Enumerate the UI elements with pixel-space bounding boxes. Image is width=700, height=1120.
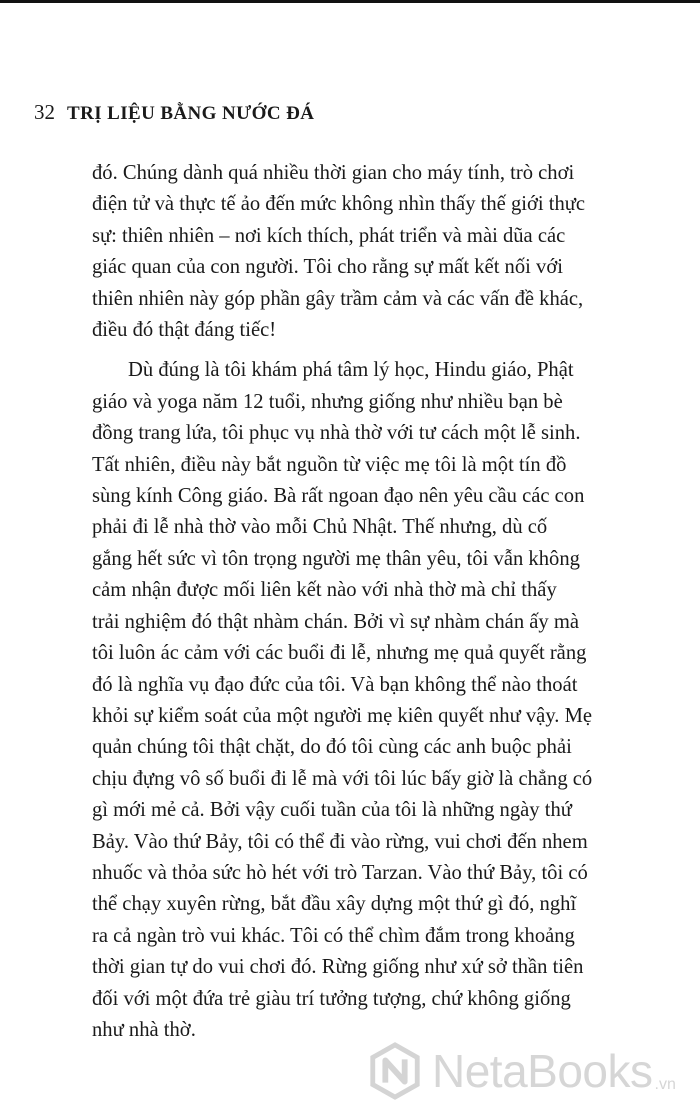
text-line: thể chạy xuyên rừng, bắt đầu xây dựng một thứ gì đó, nghĩ xyxy=(92,893,577,916)
text-line: như nhà thờ. xyxy=(92,1018,196,1041)
text-line: trải nghiệm đó thật nhàm chán. Bởi vì sự nhàm chán ấy mà xyxy=(92,610,580,633)
text-line: sự: thiên nhiên – nơi kích thích, phát triển và mài dũa các xyxy=(92,224,566,247)
watermark-brand: NetaBooks xyxy=(432,1045,653,1097)
text-line: ra cả ngàn trò vui khác. Tôi có thể chìm đắm trong khoảng xyxy=(92,924,575,947)
netabooks-logo-icon xyxy=(366,1042,424,1100)
text-line: cảm nhận được mối liên kết nào với nhà thờ mà chỉ thấy xyxy=(92,579,557,602)
watermark-suffix: .vn xyxy=(654,1076,676,1093)
text-line: khỏi sự kiểm soát của một người mẹ kiên quyết như vậy. Mẹ xyxy=(92,704,593,727)
text-line: đó là nghĩa vụ đạo đức của tôi. Và bạn không thể nào thoát xyxy=(92,673,578,696)
text-line: Dù đúng là tôi khám phá tâm lý học, Hindu giáo, Phật xyxy=(128,359,574,382)
text-line: đối với một đứa trẻ giàu trí tưởng tượng, chứ không giống xyxy=(92,987,571,1010)
text-line: Tất nhiên, điều này bắt nguồn từ việc mẹ tôi là một tín đồ xyxy=(92,453,567,476)
book-title: TRỊ LIỆU BẰNG NƯỚC ĐÁ xyxy=(67,103,315,124)
text-line: giáo và yoga năm 12 tuổi, nhưng giống như nhiều bạn bè xyxy=(92,390,563,413)
text-line: gì mới mẻ cả. Bởi vậy cuối tuần của tôi là những ngày thứ xyxy=(92,799,572,822)
paragraph xyxy=(92,158,632,346)
text-line: gắng hết sức vì tôn trọng người mẹ thân yêu, tôi vẫn không xyxy=(92,547,580,570)
text-line: Bảy. Vào thứ Bảy, tôi có thể đi vào rừng, vui chơi đến nhem xyxy=(92,830,588,853)
text-line: thời gian tự do vui chơi đó. Rừng giống như xứ sở thần tiên xyxy=(92,956,584,979)
netabooks-watermark xyxy=(366,1042,676,1100)
page-number: 32 xyxy=(34,100,55,124)
text-line: quản chúng tôi thật chặt, do đó tôi cùng các anh buộc phải xyxy=(92,736,572,759)
text-line: điện tử và thực tế ảo đến mức không nhìn thấy thế giới thực xyxy=(92,193,586,216)
text-line: thiên nhiên này góp phần gây trầm cảm và các vấn đề khác, xyxy=(92,287,584,310)
body-text xyxy=(92,158,632,1046)
text-line: tôi luôn ác cảm với các buổi đi lễ, nhưng mẹ quả quyết rằng xyxy=(92,642,587,665)
text-line: nhuốc và thỏa sức hò hét với trò Tarzan. Vào thứ Bảy, tôi có xyxy=(92,861,588,884)
text-line: sùng kính Công giáo. Bà rất ngoan đạo nên yêu cầu các con xyxy=(92,485,585,508)
text-line: đồng trang lứa, tôi phục vụ nhà thờ với tư cách một lễ sinh. xyxy=(92,422,581,445)
text-line: giác quan của con người. Tôi cho rằng sự mất kết nối với xyxy=(92,256,563,279)
text-line: đó. Chúng dành quá nhiều thời gian cho máy tính, trò chơi xyxy=(92,162,575,184)
text-line: phải đi lễ nhà thờ vào mỗi Chủ Nhật. Thế nhưng, dù cố xyxy=(92,516,548,539)
text-line: chịu đựng vô số buổi đi lễ mà với tôi lúc bấy giờ là chẳng có xyxy=(92,767,593,790)
text-line: điều đó thật đáng tiếc! xyxy=(92,319,277,342)
paragraph xyxy=(92,355,632,1046)
running-head xyxy=(34,100,314,125)
page-top-border xyxy=(0,0,700,3)
paragraph-gap xyxy=(92,346,632,355)
